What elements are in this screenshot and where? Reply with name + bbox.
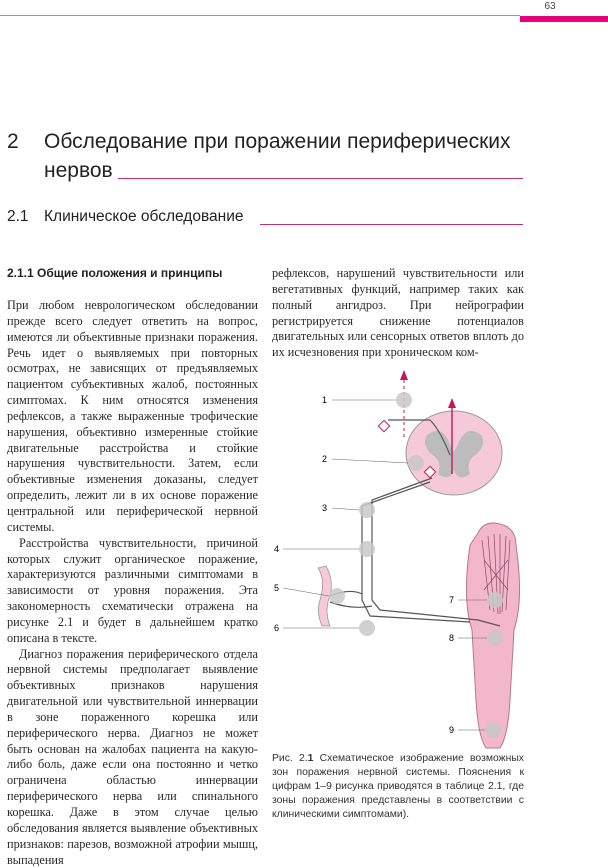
chapter-title-line1: Обследование при поражении периферических [44, 130, 511, 153]
page-number: 63 [544, 1, 556, 12]
paragraph: Расстройства чувствительности, причиной которых служит органическое поражение, характеризуются различными симптомами в зависимости от уровня поражения. Эта закономерность схематически отражена на рисунке 2.1 и будет в дальнейшем кратко описана в тексте. [7, 535, 258, 645]
caption-text: Схематическое изображение возможных зон поражения нервной системы. Пояснения к цифрам 1–9 рисунка приводятся в таблице 2.1, где зоны поражения представлены в соответствии с клиническими симптомами). [272, 753, 524, 820]
paragraph: Диагноз поражения периферического отдела нервной системы предполагает выявление объективных признаков нарушения двигательной или чувствительной иннервации в зоне пораженного корешка или периферического нерва. Диагноз не может быть основан на жалобах пациента на какую-либо боль, даже если она постоянно и четко ограничена областью иннервации периферического нерва или спинального корешка. Даже в этом случае целью обследования является выявление объективных признаков: парезов, возможной атрофии мышц, выпадения [7, 646, 258, 867]
figure-label: 2 [322, 454, 328, 464]
figure-label: 4 [274, 544, 280, 554]
figure-label: 1 [322, 395, 328, 405]
figure-label: 5 [274, 583, 280, 593]
chapter-number: 2 [7, 130, 19, 153]
figure-label: 7 [449, 595, 455, 605]
chapter-title-underline [118, 178, 523, 179]
figure-label: 8 [449, 633, 455, 643]
section-title-underline [260, 224, 523, 225]
right-column [272, 266, 524, 361]
paragraph: рефлексов, нарушений чувствительности или вегетативных функций, например таких как полный ангидроз. При нейрографии регистрируется снижение потенциалов двигательных или сенсорных ответов вплоть до их исчезновения при хроническом ком- [272, 266, 524, 360]
subsection-title: 2.1.1 Общие положения и принципы [7, 266, 223, 280]
left-column [7, 298, 258, 868]
nervous-system-diagram [268, 368, 528, 752]
ganglion-cell [378, 420, 389, 431]
chapter-title-line2: нервов [44, 159, 113, 182]
paragraph: При любом неврологическом обследовании прежде всего следует ответить на вопрос, имеются ли объективные признаки поражения. Речь идет о выявляемых при повторных осмотрах, не зависящих от предъявляемых пациентом субъективных жалоб, постоянных симптомах. К ним относятся изменения рефлексов, а также выраженные трофические нарушения, объективно измеренные стойкие двигательные расстройства и стойкие нарушения чувствительности. Затем, если объективные изменения доказаны, следует определить, лежит ли в их основе поражение центральной или периферической нервной системы. [7, 298, 258, 534]
caption-prefix: Рис. 2. [272, 753, 308, 764]
header-rule [0, 15, 588, 16]
section-title: Клиническое обследование [44, 208, 244, 225]
arrow-head [448, 398, 456, 408]
figure-label: 3 [322, 503, 328, 513]
figure-caption [272, 752, 524, 822]
section-number: 2.1 [7, 208, 29, 225]
dashed-arrow-head [400, 370, 408, 380]
figure-label: 6 [274, 623, 280, 633]
figure-label: 9 [449, 725, 455, 735]
caption-number: 1 [307, 753, 314, 764]
accent-bar [520, 16, 608, 22]
